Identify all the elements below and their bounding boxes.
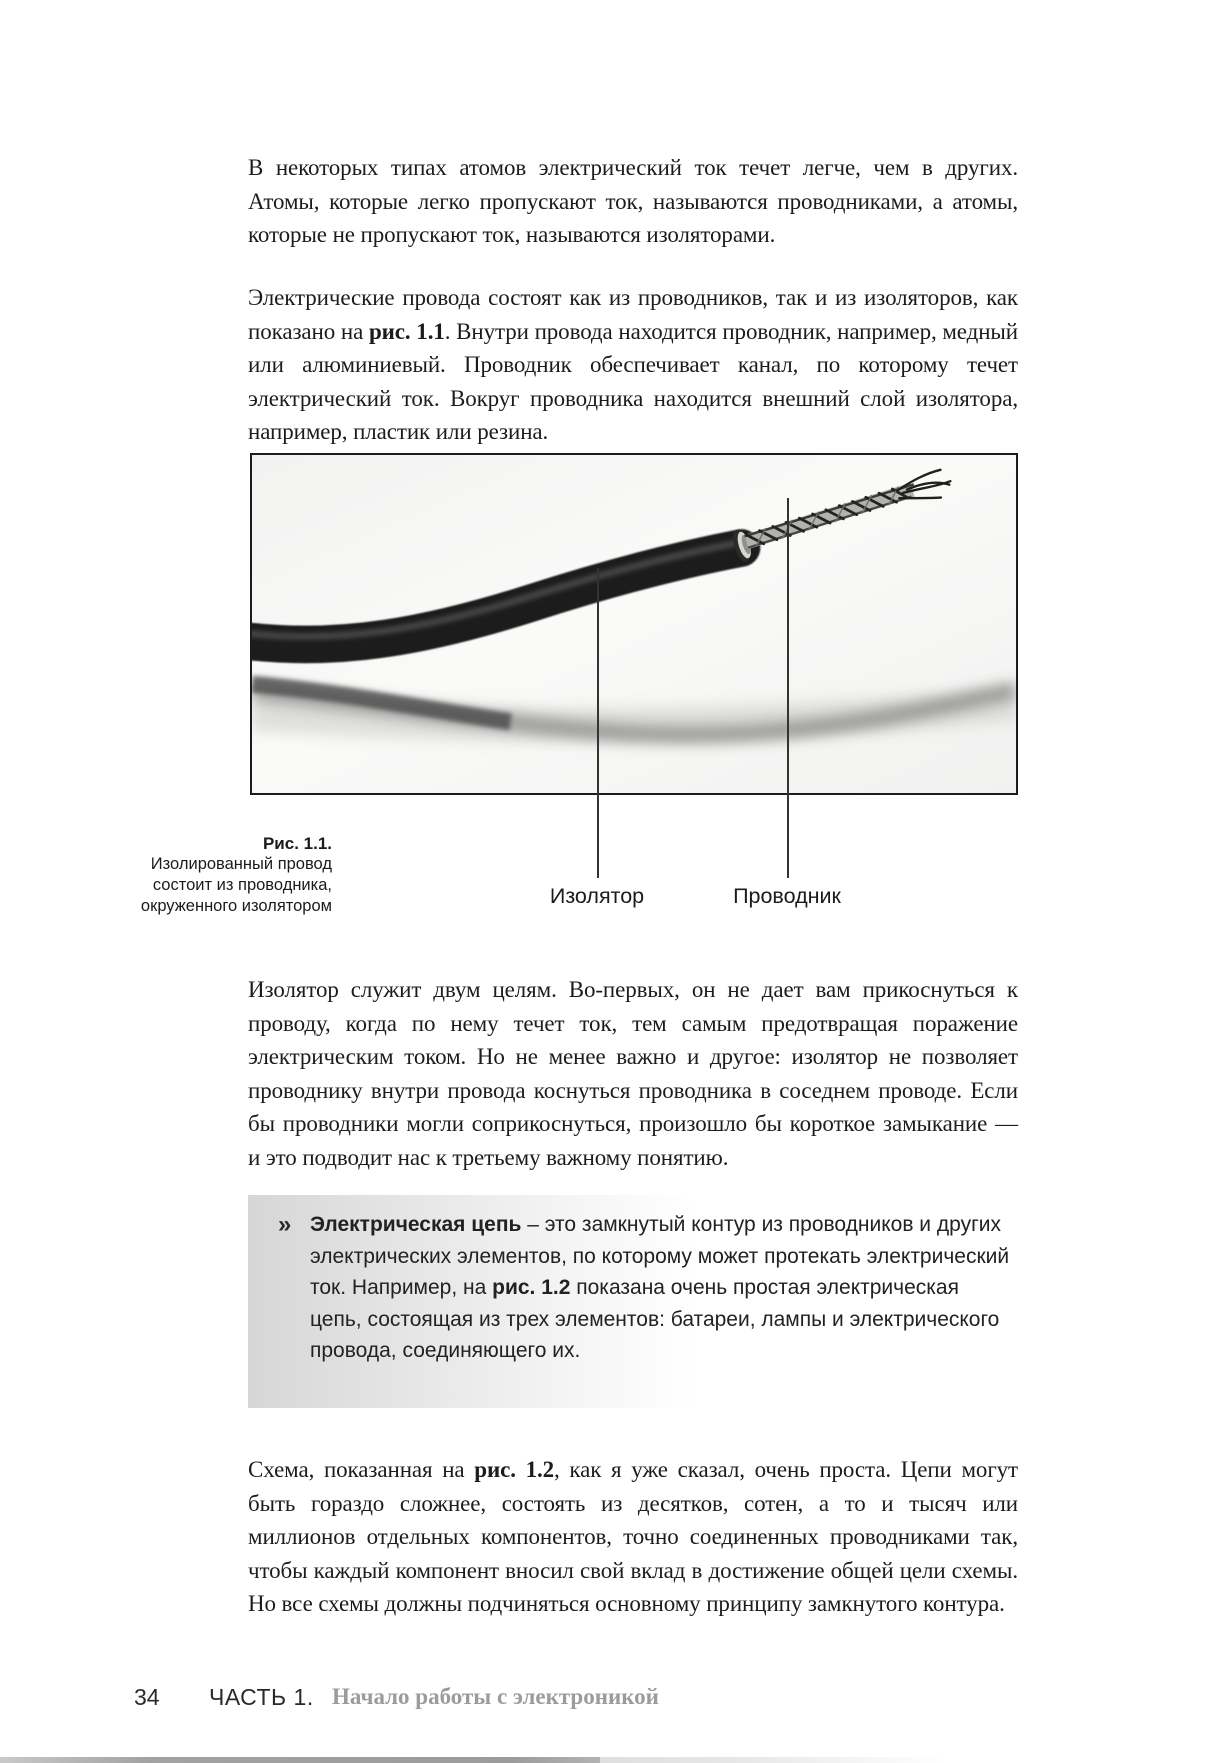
paragraph-wires: Электрические провода состоят как из проводников, так и из изоляторов, как показано на рис. 1.1. Внутри провода находится проводник, например, медный или алюминиевый. Проводник обеспечивает канал, по которому течет электрический ток. Вокруг проводника находится внешний слой изолятора, например, пластик или резина.: [248, 285, 1018, 444]
footer-part-label: ЧАСТЬ 1.: [209, 1684, 314, 1710]
paragraph-circuit-complexity: Схема, показанная на рис. 1.2, как я уже сказал, очень проста. Цепи могут быть гораздо сложнее, состоять из десятков, сотен, а то и тысяч или миллионов отдельных компонентов, точно соединенных проводниками так, чтобы каждый компонент вносил свой вклад в достижение общей цели схемы. Но все схемы должны подчиняться основному принципу замкнутого контура.: [248, 1457, 1019, 1616]
callout-chevron-marker: »: [278, 1211, 292, 1238]
figure-caption-line: состоит из проводника,: [152, 876, 332, 894]
figure-caption-title: Рис. 1.1.: [262, 834, 332, 853]
paragraph-insulator-purpose: Изолятор служит двум целям. Во-первых, он не дает вам прикоснуться к проводу, когда по нему течет ток, тем самым предотвращая поражение электрическим током. Но не менее важно и другое: изолятор не позволяет проводнику внутри провода коснуться проводника в соседнем проводе. Если бы проводники могли соприкоснуться, произошло бы короткое замыкание — и это подводит нас к третьему важному понятию.: [248, 977, 1018, 1170]
photo-label-insulator: Изолятор: [549, 884, 645, 908]
page-number: 34: [134, 1684, 160, 1710]
photo-label-conductor: Проводник: [733, 884, 841, 908]
paragraph-atoms: В некоторых типах атомов электрический ток течет легче, чем в других. Атомы, которые легко пропускают ток, называются проводниками, а атомы, которые не пропускают ток, называются изоляторами.: [248, 155, 1018, 247]
footer-part-title: Начало работы с электроникой: [332, 1684, 659, 1709]
leader-line-conductor: [787, 498, 789, 878]
wire-photo-illustration: [252, 455, 1016, 793]
definition-callout: [248, 1195, 1018, 1408]
leader-line-insulator: [597, 568, 599, 878]
figure-caption-line: Изолированный провод: [150, 855, 332, 873]
figure-caption: [90, 833, 332, 917]
figure-caption-line: окруженного изолятором: [140, 897, 332, 915]
figure-photo: [250, 453, 1018, 795]
page-footer: [0, 1684, 1215, 1714]
bottom-rule-dark: [0, 1757, 600, 1763]
callout-definition-text: Электрическая цепь – это замкнутый контур из проводников и других электрических элементов, по которому может протекать электрический ток. Например, на рис. 1.2 показана очень простая электрическая цепь, состоящая из трех элементов: батареи, лампы и электрического провода, соединяющего их.: [310, 1213, 1010, 1362]
